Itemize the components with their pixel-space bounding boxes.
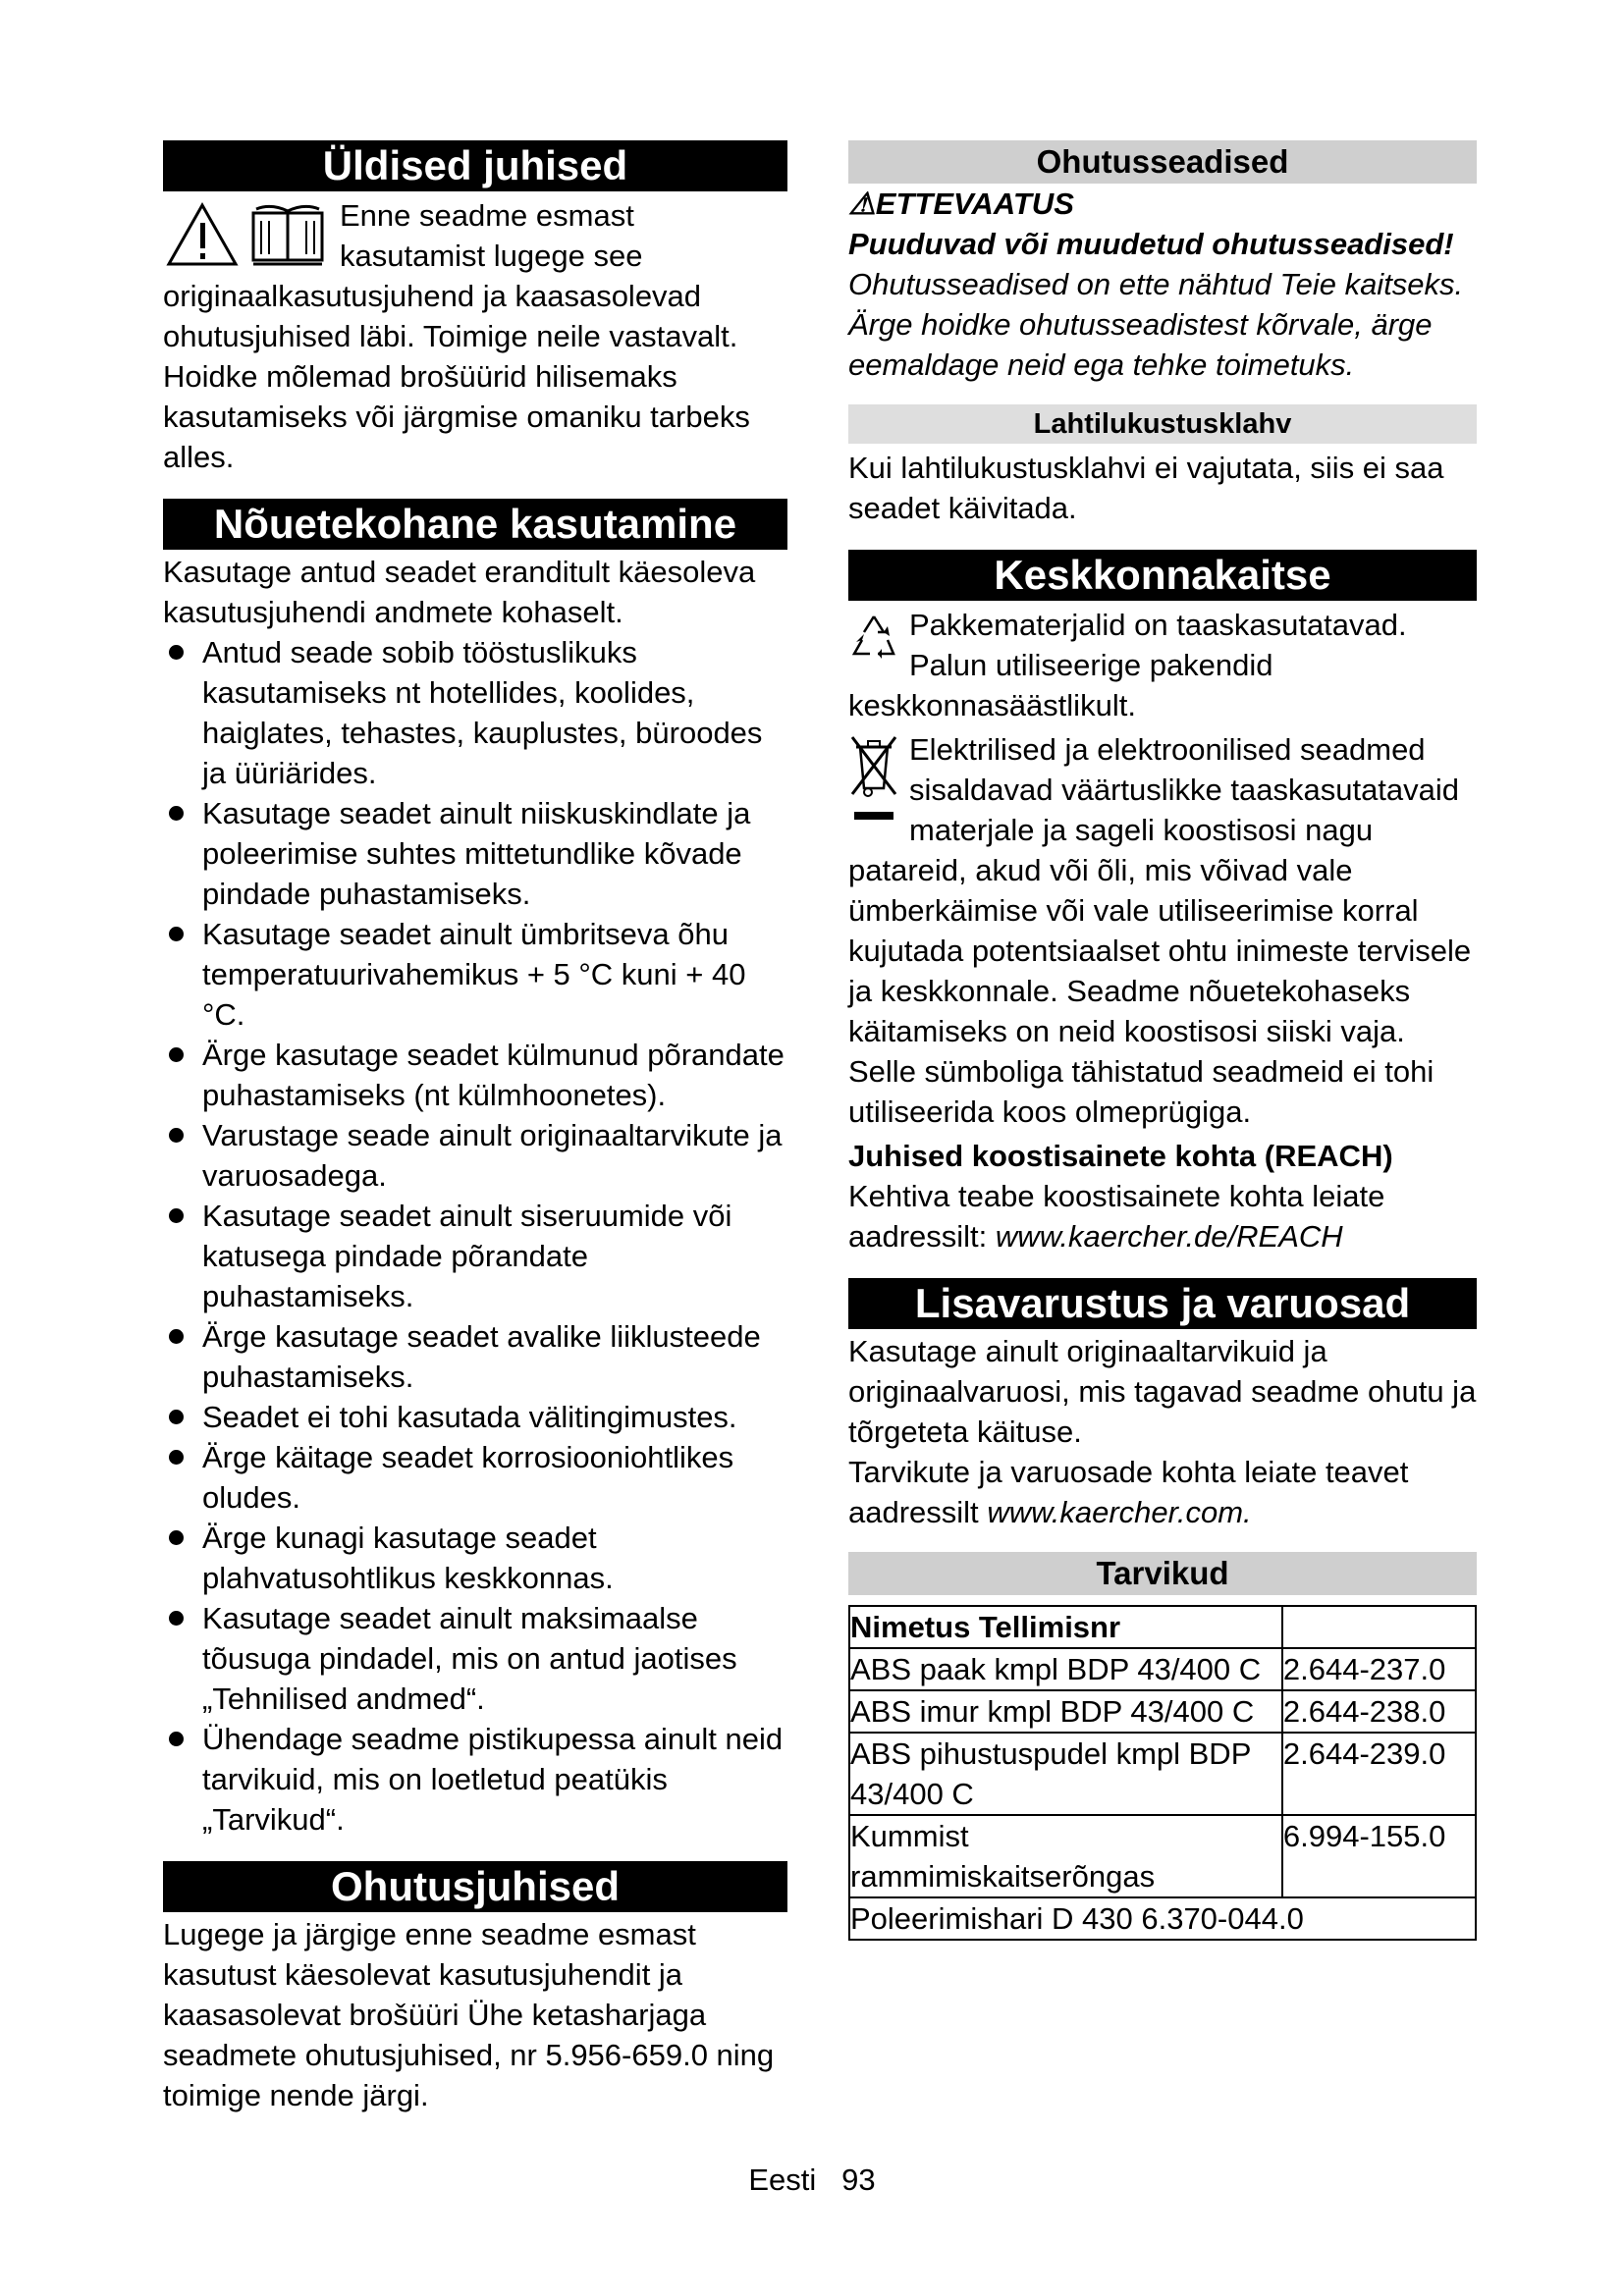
table-row <box>849 1648 1476 1690</box>
safety-devices-text-1: Ohutusseadised on ette nähtud Teie kaitseks. <box>848 267 1464 301</box>
right-column <box>848 140 1477 1941</box>
list-item: Kasutage seadet ainult ümbritseva õhu temperatuurivahemikus + 5 °C kuni + 40 °C. <box>163 914 787 1035</box>
list-item: Ärge kasutage seadet avalike liiklusteede puhastamiseks. <box>163 1316 787 1397</box>
section-heading-accessories: Lisavarustus ja varuosad <box>848 1278 1477 1329</box>
list-item: Ärge käitage seadet korrosiooniohtlikes oludes. <box>163 1437 787 1518</box>
part-number: 2.644-238.0 <box>1282 1690 1476 1733</box>
list-item: Varustage seade ainult originaaltarvikute ja varuosadega. <box>163 1115 787 1196</box>
section-heading-parts: Tarvikud <box>848 1552 1477 1595</box>
bullet-icon <box>169 1450 184 1465</box>
recycle-icon <box>848 609 899 672</box>
general-text-2: Hoidke mõlemad brošüürid hilisemaks kasutamiseks või järgmise omaniku tarbeks alles. <box>163 359 750 474</box>
page-number: 93 <box>841 2163 876 2197</box>
section-heading-safety-devices: Ohutusseadised <box>848 140 1477 184</box>
part-name: Kummist rammimiskaitserõngas <box>849 1815 1282 1897</box>
part-number: 6.994-155.0 <box>1282 1815 1476 1897</box>
section-heading-release-key: Lahtilukustusklahv <box>848 404 1477 444</box>
section-heading-environment: Keskkonnakaitse <box>848 550 1477 601</box>
release-key-text: Kui lahtilukustusklahvi ei vajutata, siis ei saa seadet käivitada. <box>848 451 1444 525</box>
caution-title: Puuduvad või muudetud ohutusseadised! <box>848 227 1454 261</box>
part-number: 2.644-237.0 <box>1282 1648 1476 1690</box>
list-item: Antud seade sobib tööstuslikuks kasutamiseks nt hotellides, koolides, haiglates, tehastes, kauplustes, büroodes ja üüriärides. <box>163 632 787 793</box>
footer-language: Eesti <box>748 2163 817 2197</box>
intended-use-intro: Kasutage antud seadet eranditult käesoleva kasutusjuhendi andmete kohaselt. <box>163 555 756 629</box>
reach-title: Juhised koostisainete kohta (REACH) <box>848 1139 1393 1173</box>
accessories-paragraph-2 <box>848 1452 1477 1532</box>
page-footer <box>0 2160 1624 2200</box>
table-header-cell: Nimetus Tellimisnr <box>849 1606 1282 1648</box>
bullet-icon <box>169 1530 184 1545</box>
reach-link[interactable]: www.kaercher.de/REACH <box>995 1219 1343 1254</box>
recycle-text: Pakkematerjalid on taaskasutatavad. Palun utiliseerige pakendid keskkonnasäästlikult. <box>848 608 1407 722</box>
table-header-empty-cell <box>1282 1606 1476 1648</box>
bullet-icon <box>169 1611 184 1626</box>
table-row <box>849 1815 1476 1897</box>
bullet-icon <box>169 927 184 941</box>
part-name: ABS imur kmpl BDP 43/400 C <box>849 1690 1282 1733</box>
list-item: Ärge kunagi kasutage seadet plahvatusohtlikus keskkonnas. <box>163 1518 787 1598</box>
warning-icon <box>163 199 330 275</box>
accessories-text-1: Kasutage ainult originaaltarvikuid ja originaalvaruosi, mis tagavad seadme ohutu ja tõrgeteta käituse. <box>848 1334 1477 1449</box>
bullet-icon <box>169 806 184 821</box>
list-item: Kasutage seadet ainult siseruumide või katusega pindade põrandate puhastamiseks. <box>163 1196 787 1316</box>
bullet-icon <box>169 1732 184 1746</box>
safety-text: Lugege ja järgige enne seadme esmast kasutust käesolevat kasutusjuhendit ja kaasasolevat brošüüri Ühe ketasharjaga seadmete ohutusjuhised, nr 5.956-659.0 ning toimige nende järgi. <box>163 1917 775 2112</box>
list-item: Kasutage seadet ainult niiskuskindlate ja poleerimise suhtes mittetundlike kõvade pindade puhastamiseks. <box>163 793 787 914</box>
intended-use-list <box>163 632 787 1840</box>
weee-text: Elektrilised ja elektroonilised seadmed sisaldavad väärtuslikke taaskasutatavaid materjale ja sageli koostisosi nagu patareid, akud või õli, mis võivad vale ümberkäimise või vale utiliseerimise korral kujutada potentsiaalset ohtu inimeste tervisele ja keskkonnale. Seadme nõuetekohaseks käitamiseks on neid koostisosi siiski vaja. Selle sümboliga tähistatud seadmeid ei tohi utiliseerida koos olmeprügiga. <box>848 732 1472 1129</box>
bullet-icon <box>169 1208 184 1223</box>
reach-text: Kehtiva teabe koostisainete kohta leiate aadressilt: <box>848 1179 1385 1254</box>
table-row <box>849 1733 1476 1815</box>
recycle-block <box>848 605 1477 725</box>
bullet-icon <box>169 1329 184 1344</box>
general-section <box>163 195 787 477</box>
table-row <box>849 1690 1476 1733</box>
safety-devices-text-2: Ärge hoidke ohutusseadistest kõrvale, ärge eemaldage neid ega tehke toimetuks. <box>848 307 1433 382</box>
bullet-icon <box>169 1410 184 1424</box>
accessories-text-2: Tarvikute ja varuosade kohta leiate teavet aadressilt <box>848 1455 1409 1529</box>
table-row <box>849 1897 1476 1940</box>
left-column <box>163 140 787 2115</box>
reach-paragraph <box>848 1176 1477 1256</box>
bullet-icon <box>169 1128 184 1143</box>
section-heading-general: Üldised juhised <box>163 140 787 191</box>
list-item: Kasutage seadet ainult maksimaalse tõusuga pindadel, mis on antud jaotises „Tehnilised andmed“. <box>163 1598 787 1719</box>
section-heading-intended-use: Nõuetekohane kasutamine <box>163 499 787 550</box>
weee-block <box>848 729 1477 1132</box>
part-last-row: Poleerimishari D 430 6.370-044.0 <box>849 1897 1476 1940</box>
manual-book-icon <box>253 206 322 264</box>
part-number: 2.644-239.0 <box>1282 1733 1476 1815</box>
table-header-row <box>849 1606 1476 1648</box>
part-name: ABS paak kmpl BDP 43/400 C <box>849 1648 1282 1690</box>
general-text-1: Enne seadme esmast kasutamist lugege see originaalkasutusjuhend ja kaasasolevad ohutusjuhised läbi. Toimige neile vastavalt. <box>163 198 738 353</box>
bullet-icon <box>169 645 184 660</box>
parts-table <box>848 1605 1477 1941</box>
list-item: Ühendage seadme pistikupessa ainult neid tarvikuid, mis on loetletud peatükis „Tarvikud“. <box>163 1719 787 1840</box>
crossed-bin-icon <box>848 733 899 846</box>
list-item: Ärge kasutage seadet külmunud põrandate puhastamiseks (nt külmhoonetes). <box>163 1035 787 1115</box>
bullet-icon <box>169 1047 184 1062</box>
part-name: ABS pihustuspudel kmpl BDP 43/400 C <box>849 1733 1282 1815</box>
kaercher-link[interactable]: www.kaercher.com. <box>987 1495 1252 1529</box>
list-item: Seadet ei tohi kasutada välitingimustes. <box>163 1397 787 1437</box>
caution-label: ⚠ETTEVAATUS <box>848 187 1074 221</box>
section-heading-safety: Ohutusjuhised <box>163 1861 787 1912</box>
